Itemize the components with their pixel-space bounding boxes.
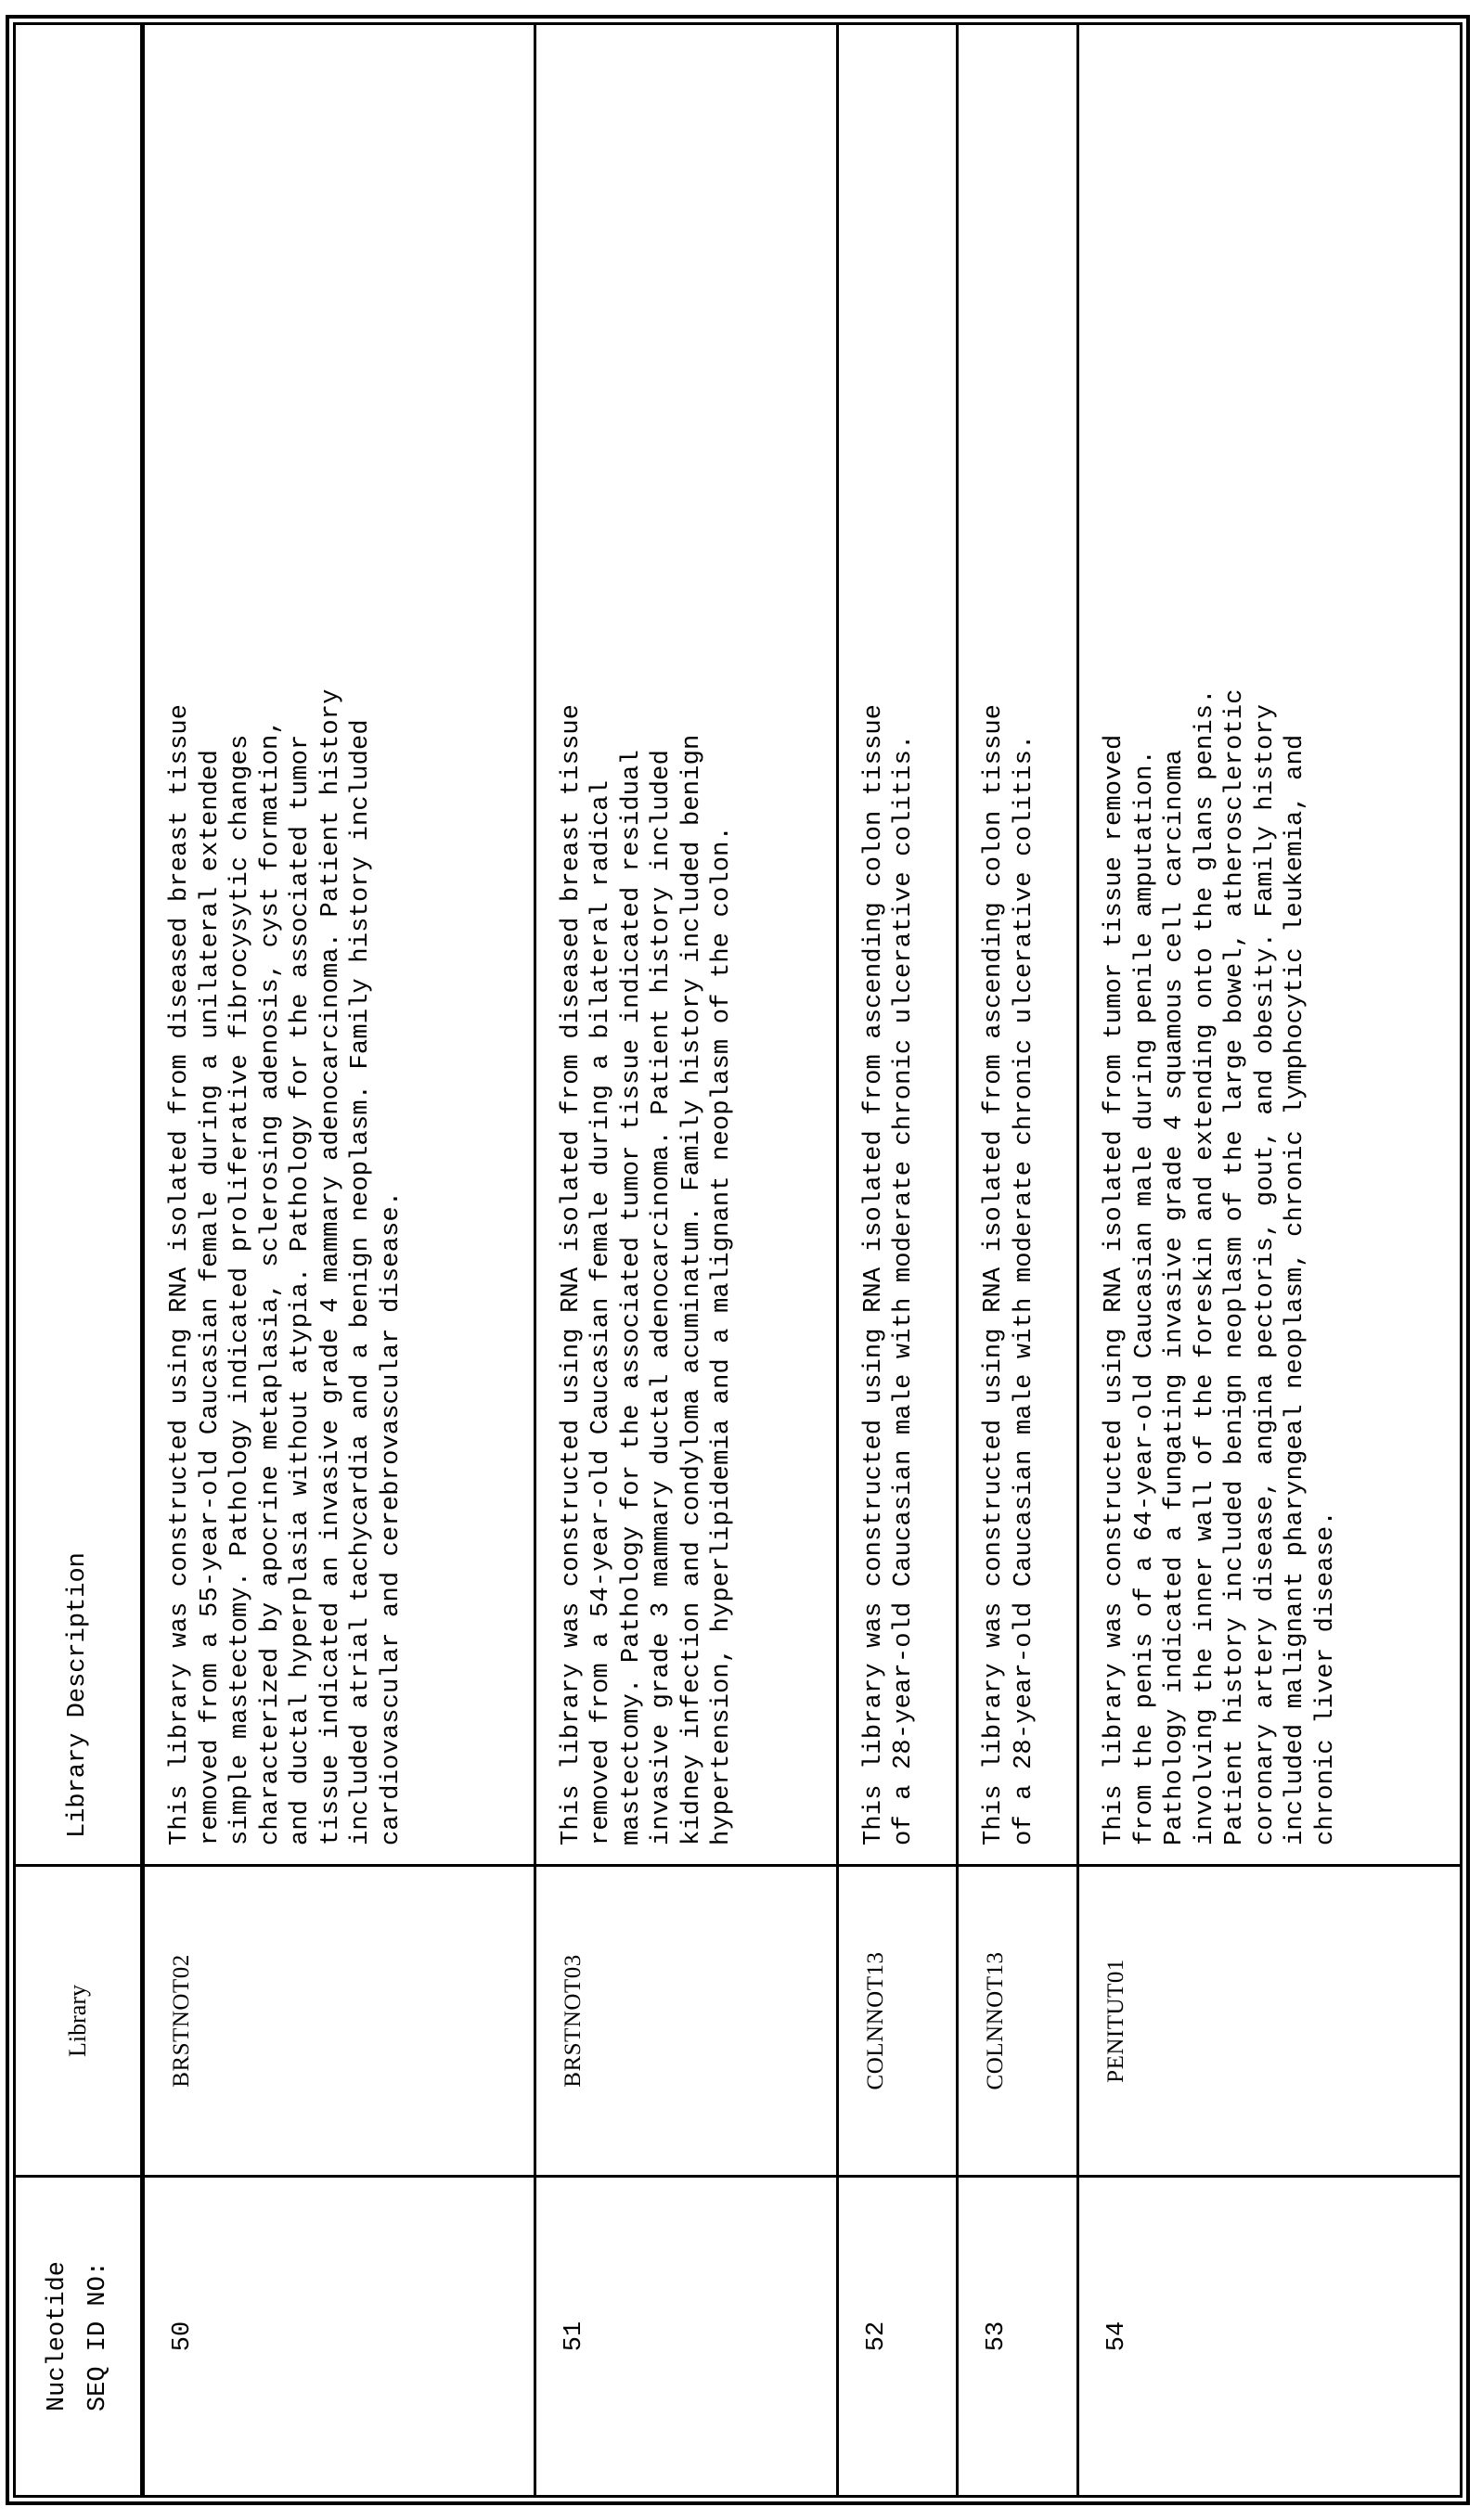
library-cell: BRSTNOT03: [535, 1866, 837, 2177]
library-cell: BRSTNOT02: [143, 1866, 535, 2177]
seq-id-cell: 52: [837, 2177, 957, 2497]
header-library-label: Library: [64, 1985, 91, 2057]
seq-id-cell: 53: [958, 2177, 1078, 2497]
table-header-row: [15, 24, 143, 2497]
description-cell: This library was constructed using RNA isolated from diseased breast tissue removed from a 54-year-old Caucasian female during a bilateral radical mastectomy. Pathology for the associated tumor tissue indicated residual invasive grade 3 mammary ductal adenocarcinoma. Patient history included kidney infection and condyloma acuminatum. Family history included benign hypertension, hyperlipidemia and a malignant neoplasm of the colon.: [535, 24, 837, 1866]
header-seq-id: [15, 2177, 143, 2497]
library-table: [13, 22, 1463, 2498]
library-cell: COLNNOT13: [837, 1866, 957, 2177]
table-outer-border: [6, 15, 1470, 2505]
description-cell: This library was constructed using RNA isolated from tumor tissue removed from the penis of a 64-year-old Caucasian male during penile amputation. Pathology indicated a fungating invasive grade 4 squamous cell carcinoma involving the inner wall of the foreskin and extending onto the glans penis. Patient history included benign neoplasm of the large bowel, atherosclerotic coronary artery disease, angina pectoris, gout, and obesity. Family history included malignant pharyngeal neoplasm, chronic lymphocytic leukemia, and chronic liver disease.: [1078, 24, 1462, 1866]
rotated-page: [6, 15, 1470, 2505]
header-library: [15, 1866, 143, 2177]
library-cell: PENITUT01: [1078, 1866, 1462, 2177]
description-cell: This library was constructed using RNA isolated from ascending colon tissue of a 28-year-old Caucasian male with moderate chronic ulcerative colitis.: [958, 24, 1078, 1866]
table-row: [1078, 24, 1462, 2497]
table-row: [958, 24, 1078, 2497]
table-row: [535, 24, 837, 2497]
table-row: [837, 24, 957, 2497]
description-cell: This library was constructed using RNA isolated from ascending colon tissue of a 28-year-old Caucasian male with moderate chronic ulcerative colitis.: [837, 24, 957, 1866]
seq-id-cell: 50: [143, 2177, 535, 2497]
header-description: [15, 24, 143, 1866]
seq-id-cell: 51: [535, 2177, 837, 2497]
description-cell: This library was constructed using RNA isolated from diseased breast tissue removed from a 55-year-old Caucasian female during a unilateral extended simple mastectomy. Pathology indicated proliferative fibrocysytic changes characterized by apocrine metaplasia, sclerosing adenosis, cyst formation, and ductal hyperplasia without atypia. Pathology for the associated tumor tissue indicated an invasive grade 4 mammary adenocarcinoma. Patient history included atrial tachycardia and a benign neoplasm. Family history included cardiovascular and cerebrovascular disease.: [143, 24, 535, 1866]
library-cell: COLNNOT13: [958, 1866, 1078, 2177]
table-row: [143, 24, 535, 2497]
header-description-label: Library Description: [64, 1552, 92, 1838]
seq-id-cell: 54: [1078, 2177, 1462, 2497]
header-seq-id-label: Nucleotide SEQ ID NO:: [44, 2260, 112, 2412]
